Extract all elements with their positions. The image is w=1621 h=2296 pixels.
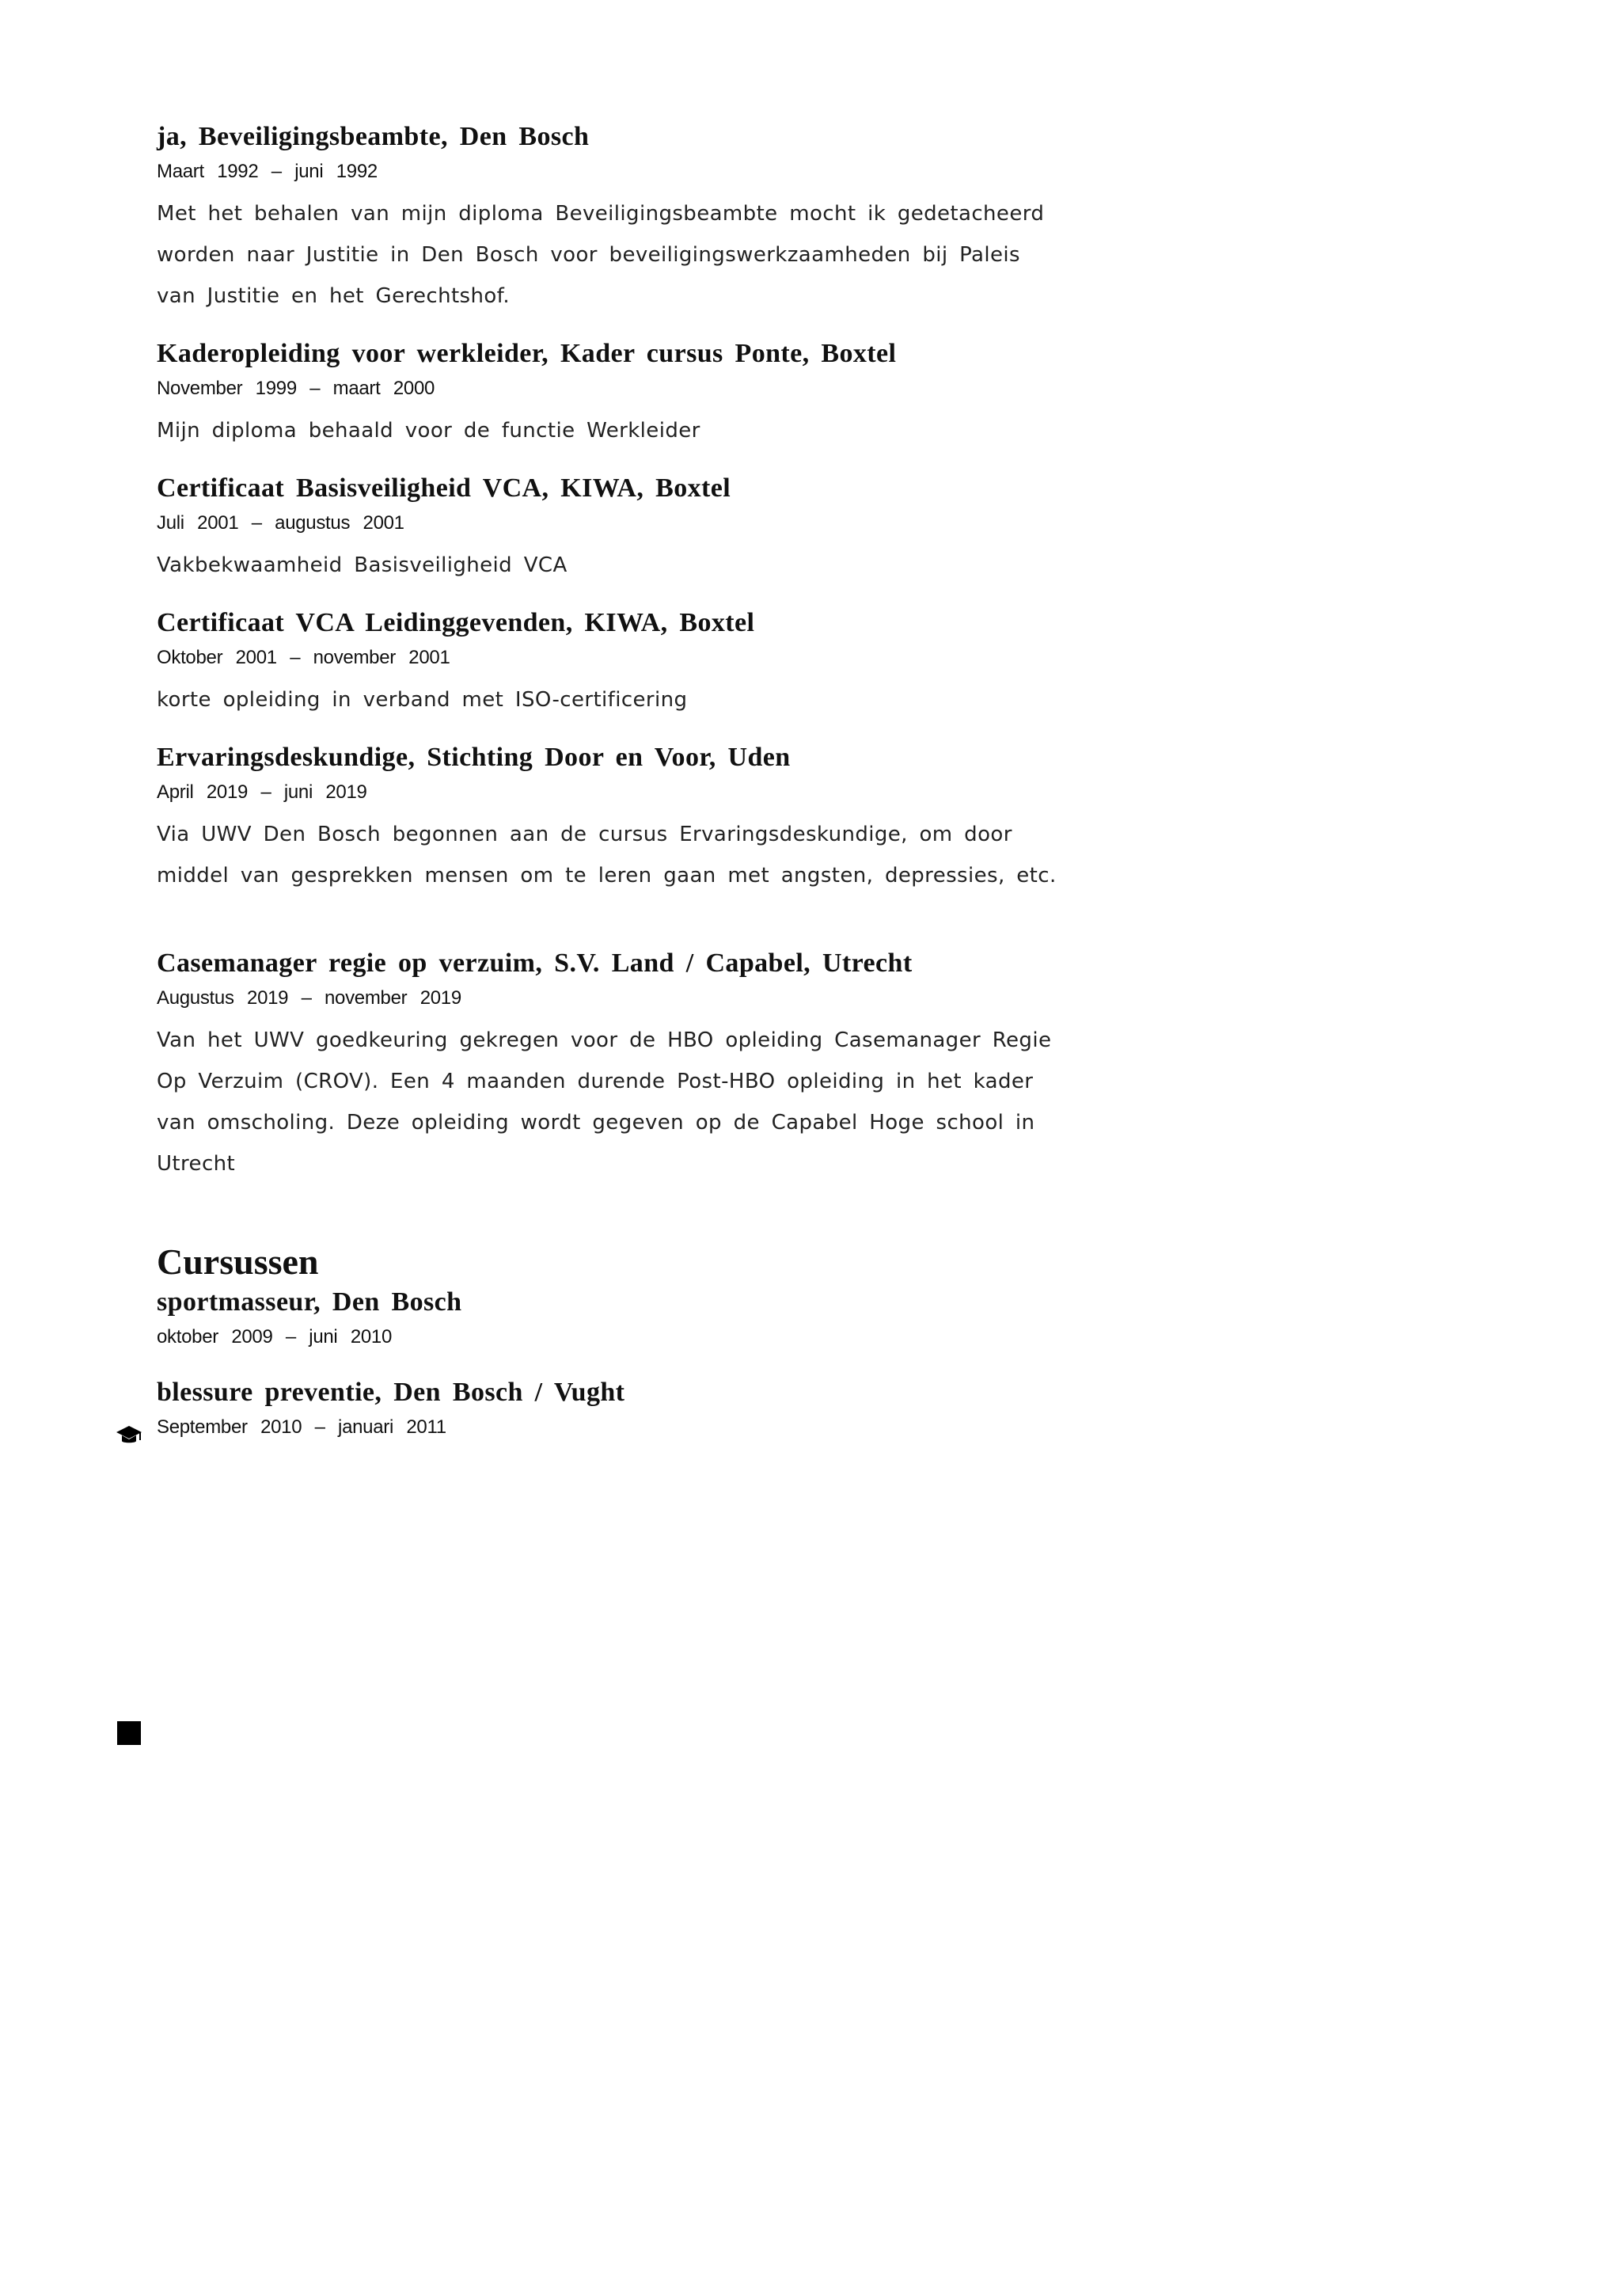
education-entry [157,336,1107,451]
entry-date: November 1999 – maart 2000 [157,378,435,399]
entry-date: Maart 1992 – juni 1992 [157,161,378,182]
course-date: September 2010 – januari 2011 [157,1416,446,1438]
course-title: sportmasseur, Den Bosch [157,1287,462,1317]
course-date: oktober 2009 – juni 2010 [157,1326,393,1348]
entry-date: Juli 2001 – augustus 2001 [157,512,404,534]
entry-title: Certificaat Basisveiligheid VCA, KIWA, Boxtel [157,473,731,503]
entry-title: Casemanager regie op verzuim, S.V. Land / Capabel, Utrecht [157,948,913,978]
education-entry [157,119,1107,317]
course-title: blessure preventie, Den Bosch / Vught [157,1378,625,1407]
entry-description: Van het UWV goedkeuring gekregen voor de HBO opleiding Casemanager Regie Op Verzuim (CROV). Een 4 maanden durende Post-HBO opleiding in het kader van omscholing. Deze opleiding wordt gegeven op de Capabel Hoge school in Utrecht [157,1028,1052,1176]
course-entry [157,1374,1107,1441]
education-entry [157,605,1107,720]
entry-title: Certificaat VCA Leidinggevenden, KIWA, Boxtel [157,608,755,637]
education-entry [157,739,1107,896]
entry-description: korte opleiding in verband met ISO-certificering [157,688,688,712]
entry-description: Met het behalen van mijn diploma Beveiligingsbeambte mocht ik gedetacheerd worden naar Justitie in Den Bosch voor beveiligingswerkzaamheden bij Paleis van Justitie en het Gerechtshof. [157,202,1045,308]
entry-date: Oktober 2001 – november 2001 [157,647,450,668]
entry-title: Ervaringsdeskundige, Stichting Door en Voor, Uden [157,743,791,772]
education-entry [157,945,1107,1184]
entry-date: Augustus 2019 – november 2019 [157,987,461,1009]
courses-section [157,1240,1107,1441]
entry-description: Mijn diploma behaald voor de functie Werkleider [157,419,700,443]
education-list [157,119,1107,1441]
entry-description: Via UWV Den Bosch begonnen aan de cursus Ervaringsdeskundige, om door middel van gesprekken mensen om te leren gaan met angsten, depressies, etc. [157,823,1057,888]
course-entry [157,1284,1107,1351]
entry-title: ja, Beveiligingsbeambte, Den Bosch [157,122,590,151]
square-bullet-icon [117,1721,141,1745]
courses-heading: Cursussen [157,1241,319,1282]
education-entry [157,470,1107,586]
entry-description: Vakbekwaamheid Basisveiligheid VCA [157,553,568,577]
entry-title: Kaderopleiding voor werkleider, Kader cursus Ponte, Boxtel [157,339,897,368]
entry-date: April 2019 – juni 2019 [157,781,367,803]
graduation-cap-icon [116,1422,142,1449]
